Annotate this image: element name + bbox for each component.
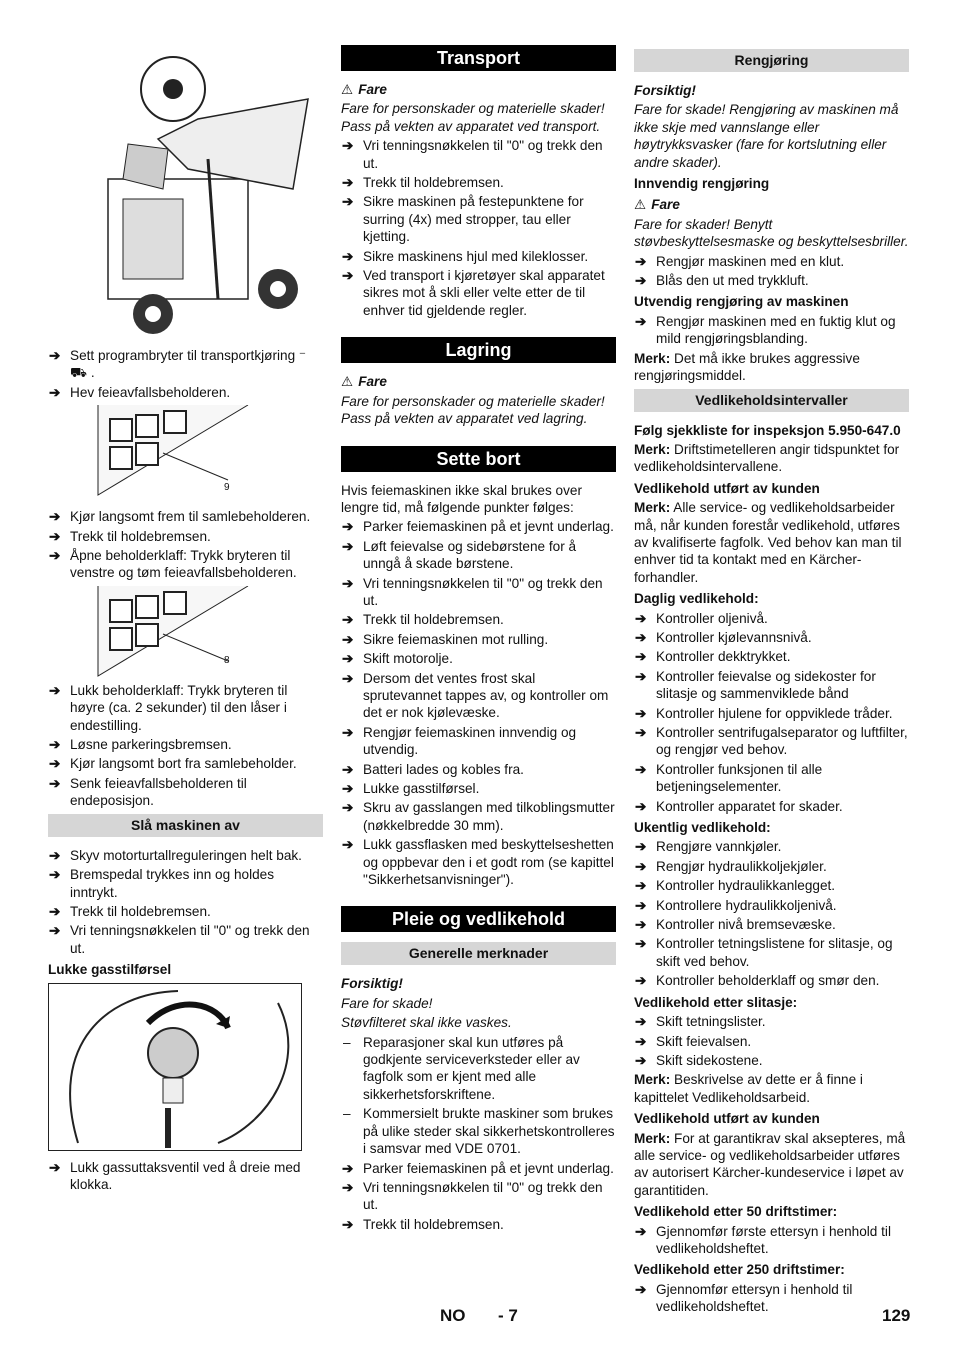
instruction-step	[634, 1281, 909, 1316]
instruction-step	[48, 347, 323, 382]
bullet-item	[341, 1034, 616, 1104]
step-text: Åpne beholderklaff: Trykk bryteren til venstre og tøm feieavfallsbeholderen.	[70, 548, 297, 581]
figure-valve	[48, 983, 323, 1151]
warning-text: Fare	[358, 82, 387, 97]
footer-local-page: - 7	[498, 1306, 518, 1325]
column-middle	[341, 45, 616, 1235]
step-text: Kontroller nivå bremsevæske.	[656, 917, 836, 933]
arrow-right-icon: ➔	[342, 519, 354, 535]
instruction-step	[341, 724, 616, 759]
arrow-right-icon: ➔	[635, 1281, 647, 1297]
subheading: Vedlikehold utført av kunden	[634, 480, 820, 496]
arrow-right-icon: ➔	[342, 612, 354, 628]
step-text: Kontroller feievalse og sidekoster for slitasje og sammenviklede bånd	[656, 668, 876, 702]
step-text: Kontroller beholderklaff og smør den.	[656, 973, 880, 989]
subheading: Innvendig rengjøring	[634, 176, 770, 192]
warning-label	[341, 81, 616, 98]
step-text: Gjennomfør ettersyn i henhold til vedlikeholdsheftet.	[656, 1281, 853, 1315]
arrow-right-icon: ➔	[635, 629, 647, 645]
warning-label	[634, 196, 909, 213]
step-text: Kontroller sentrifugalseparator og luftfilter, og rengjør ved behov.	[656, 725, 908, 758]
step-text: Skyv motorturtallreguleringen helt bak.	[70, 847, 302, 863]
step-text: Lukk beholderklaff: Trykk bryteren til høyre (ca. 2 sekunder) til den låser i endestilling.	[70, 682, 288, 733]
step-text: Lukk gassflasken med beskyttelseshetten og oppbevar den i et godt rom (se kapittel "Sikkerhetsanvisninger").	[363, 837, 614, 888]
instruction-step	[634, 935, 909, 970]
instruction-step	[341, 670, 616, 722]
note	[634, 1130, 909, 1200]
instruction-step	[634, 272, 909, 289]
step-text: Kontroller kjølevannsnivå.	[656, 629, 812, 645]
instruction-step	[341, 799, 616, 834]
section-heading-pleie-og-vedlikehold: Pleie og vedlikehold	[341, 906, 616, 932]
arrow-right-icon: ➔	[342, 837, 354, 853]
arrow-right-icon: ➔	[342, 248, 354, 264]
arrow-right-icon: ➔	[342, 1160, 354, 1176]
arrow-right-icon: ➔	[49, 867, 61, 883]
arrow-right-icon: ➔	[49, 384, 61, 400]
subheading: Ukentlig vedlikehold:	[634, 820, 771, 836]
instruction-step	[341, 780, 616, 797]
arrow-right-icon: ➔	[635, 1223, 647, 1239]
warning-description: Fare for personskader og materielle skader! Pass på vekten av apparatet ved transport.	[341, 101, 605, 134]
warning-description: Fare for skader! Benytt støvbeskyttelsesmaske og beskyttelsesbriller.	[634, 216, 909, 250]
arrow-right-icon: ➔	[49, 903, 61, 919]
arrow-right-icon: ➔	[49, 348, 61, 363]
arrow-right-icon: ➔	[49, 1159, 61, 1175]
arrow-right-icon: ➔	[342, 781, 354, 796]
step-text: Dersom det ventes frost skal sprutevannet tappes av, og kontroller om det er nok kjølevæske.	[363, 670, 609, 721]
step-text: Trekk til holdebremsen.	[363, 175, 504, 191]
dash-icon: –	[343, 1034, 351, 1050]
subheading: Vedlikehold utført av kunden	[634, 1111, 820, 1127]
warning-text: Fare	[651, 197, 680, 213]
warning-description: Støvfilteret skal ikke vaskes.	[341, 1015, 512, 1031]
instruction-step	[634, 629, 909, 646]
step-text: Kontroller dekktrykket.	[656, 649, 791, 665]
step-text: Sett programbryter til transportkjøring ⁻⛟ .	[70, 348, 307, 381]
instruction-step	[634, 313, 909, 348]
step-text: Blås den ut med trykkluft.	[656, 273, 809, 289]
step-text: Skift motorolje.	[363, 651, 453, 667]
arrow-right-icon: ➔	[342, 761, 354, 777]
step-text: Kontroller funksjonen til alle betjeningselementer.	[656, 761, 823, 795]
step-text: Skru av gasslangen med tilkoblingsmutter (nøkkelbredde 30 mm).	[363, 800, 615, 833]
arrow-right-icon: ➔	[635, 649, 647, 665]
section-heading-generelle-merknader: Generelle merknader	[341, 942, 616, 965]
warning-text: Forsiktig!	[634, 83, 696, 98]
step-text: Vri tenningsnøkkelen til "0" og trekk den ut.	[363, 1179, 603, 1213]
step-text: Kontroller hjulene for oppviklede tråder.	[656, 705, 893, 721]
arrow-right-icon: ➔	[342, 268, 354, 284]
arrow-right-icon: ➔	[635, 761, 647, 777]
arrow-right-icon: ➔	[342, 194, 354, 210]
step-text: Rengjør maskinen med en fuktig klut og mild rengjøringsblanding.	[656, 313, 896, 347]
warning-description: Fare for personskader og materielle skader! Pass på vekten av apparatet ved lagring.	[341, 393, 605, 427]
instruction-step	[634, 877, 909, 894]
instruction-step	[48, 922, 323, 957]
instruction-step	[341, 761, 616, 778]
step-text: Hev feieavfallsbeholderen.	[70, 384, 231, 400]
dash-icon: –	[343, 1106, 351, 1122]
instruction-step	[341, 193, 616, 245]
note-label: Merk:	[634, 1072, 671, 1088]
column-right	[634, 45, 909, 1318]
instruction-step	[48, 847, 323, 864]
arrow-right-icon: ➔	[49, 923, 61, 939]
arrow-right-icon: ➔	[49, 509, 61, 525]
instruction-step	[634, 897, 909, 914]
step-text: Parker feiemaskinen på et jevnt underlag.	[363, 519, 614, 535]
arrow-right-icon: ➔	[342, 175, 354, 191]
step-text: Skift sidekostene.	[656, 1052, 763, 1068]
arrow-right-icon: ➔	[49, 682, 61, 698]
instruction-step	[48, 736, 323, 753]
arrow-right-icon: ➔	[635, 668, 647, 684]
arrow-right-icon: ➔	[49, 847, 61, 863]
instruction-step	[48, 508, 323, 525]
warning-label	[341, 373, 616, 390]
instruction-step	[341, 1160, 616, 1177]
instruction-step	[634, 668, 909, 703]
instruction-step	[634, 724, 909, 759]
note	[634, 1071, 909, 1106]
step-text: Skift tetningslister.	[656, 1014, 766, 1030]
note-text: Det må ikke brukes aggressive rengjøringsmiddel.	[634, 350, 860, 384]
arrow-right-icon: ➔	[635, 725, 647, 740]
note-label: Merk:	[634, 441, 671, 457]
note-label: Merk:	[634, 350, 671, 366]
step-text: Rengjør hydraulikkoljekjøler.	[656, 858, 827, 874]
note-label: Merk:	[634, 500, 671, 516]
step-text: Trekk til holdebremsen.	[363, 612, 504, 628]
instruction-step	[634, 972, 909, 989]
instruction-step	[341, 631, 616, 648]
note-text: For at garantikrav skal aksepteres, må alle service- og vedlikeholdsarbeider utføres av autorisert Kärcher-kundeservice i løpet av garantitiden.	[634, 1130, 906, 1198]
arrow-right-icon: ➔	[49, 528, 61, 544]
step-text: Lukk gassuttaksventil ved å dreie med klokka.	[70, 1159, 301, 1192]
step-text: Kjør langsomt bort fra samlebeholder.	[70, 756, 297, 772]
instruction-step	[634, 705, 909, 722]
arrow-right-icon: ➔	[49, 775, 61, 791]
instruction-step	[634, 253, 909, 270]
note-label: Merk:	[634, 1130, 671, 1146]
instruction-step	[634, 838, 909, 855]
arrow-right-icon: ➔	[342, 651, 354, 667]
step-text: Gjennomfør første ettersyn i henhold til vedlikeholdsheftet.	[656, 1223, 891, 1256]
instruction-step	[634, 1033, 909, 1050]
step-text: Vri tenningsnøkkelen til "0" og trekk den ut.	[363, 138, 603, 171]
warning-label	[634, 82, 909, 99]
instruction-step	[341, 1216, 616, 1233]
arrow-right-icon: ➔	[342, 631, 354, 647]
step-text: Kommersielt brukte maskiner som brukes på ulike steder skal sikkerhetskontrolleres i samsvar med VDE 0701.	[363, 1106, 615, 1157]
instruction-step	[48, 1159, 323, 1194]
step-text: Bremspedal trykkes inn og holdes inntrykt.	[70, 867, 275, 900]
step-text: Løft feievalse og sidebørstene for å unngå å skade børstene.	[363, 538, 577, 572]
subheading: Følg sjekkliste for inspeksjon 5.950-647.0	[634, 422, 901, 438]
instruction-step	[48, 682, 323, 734]
instruction-step	[48, 547, 323, 582]
figure-callout-number: 8	[224, 655, 230, 667]
instruction-step	[48, 384, 323, 401]
arrow-right-icon: ➔	[49, 548, 61, 564]
subheading: Vedlikehold etter slitasje:	[634, 994, 798, 1010]
step-text: Rengjøre vannkjøler.	[656, 839, 782, 855]
instruction-step	[341, 518, 616, 535]
step-text: Kontroller oljenivå.	[656, 610, 768, 626]
step-text: Sikre maskinen på festepunktene for surring (4x) med stropper, tau eller kjetting.	[363, 194, 584, 245]
instruction-step	[341, 650, 616, 667]
note	[634, 350, 909, 385]
arrow-right-icon: ➔	[635, 798, 647, 814]
paragraph: Hvis feiemaskinen ikke skal brukes over lengre tid, må følgende punkter følges:	[341, 482, 583, 515]
instruction-step	[341, 575, 616, 610]
step-text: Trekk til holdebremsen.	[363, 1216, 504, 1232]
instruction-step	[341, 1179, 616, 1214]
instruction-step	[341, 248, 616, 265]
instruction-step	[341, 267, 616, 319]
step-text: Lukke gasstilførsel.	[363, 781, 480, 796]
step-text: Reparasjoner skal kun utføres på godkjente serviceverksteder eller av fagfolk som er kjent med alle sikkerhetsforskriftene.	[363, 1034, 580, 1102]
step-text: Batteri lades og kobles fra.	[363, 761, 524, 777]
instruction-step	[48, 775, 323, 810]
subheading: Daglig vedlikehold:	[634, 591, 759, 607]
arrow-right-icon: ➔	[635, 917, 647, 933]
instruction-step	[341, 836, 616, 888]
arrow-right-icon: ➔	[635, 1014, 647, 1030]
step-text: Senk feieavfallsbeholderen til endeposisjon.	[70, 775, 247, 809]
warning-description: Fare for skade! Rengjøring av maskinen må ikke skje med vannslange eller høytrykksvasker (fare for kortslutning eller andre skader).	[634, 102, 899, 170]
step-text: Skift feievalsen.	[656, 1033, 752, 1049]
section-heading-lagring: Lagring	[341, 337, 616, 363]
step-text: Vri tenningsnøkkelen til "0" og trekk den ut.	[363, 575, 603, 608]
arrow-right-icon: ➔	[635, 1052, 647, 1068]
warning-triangle-icon: ⚠	[634, 197, 647, 213]
instruction-step	[634, 1052, 909, 1069]
step-text: Kontrollere hydraulikkoljenivå.	[656, 897, 837, 913]
figure-machine	[48, 49, 323, 339]
arrow-right-icon: ➔	[49, 737, 61, 753]
instruction-step	[634, 1223, 909, 1258]
step-text: Rengjør feiemaskinen innvendig og utvendig.	[363, 724, 577, 758]
step-text: Parker feiemaskinen på et jevnt underlag.	[363, 1160, 614, 1176]
warning-text: Forsiktig!	[341, 976, 403, 992]
instruction-step	[634, 610, 909, 627]
instruction-step	[341, 174, 616, 191]
arrow-right-icon: ➔	[635, 253, 647, 269]
step-text: Trekk til holdebremsen.	[70, 903, 211, 919]
arrow-right-icon: ➔	[635, 858, 647, 874]
instruction-step	[634, 916, 909, 933]
subheading: Utvendig rengjøring av maskinen	[634, 294, 849, 310]
arrow-right-icon: ➔	[635, 313, 647, 329]
instruction-step	[634, 761, 909, 796]
arrow-right-icon: ➔	[635, 610, 647, 626]
arrow-right-icon: ➔	[342, 670, 354, 686]
instruction-step	[634, 1013, 909, 1030]
footer-language: NO	[440, 1306, 466, 1325]
arrow-right-icon: ➔	[49, 756, 61, 772]
warning-label	[341, 975, 616, 992]
section-heading-transport: Transport	[341, 45, 616, 71]
instruction-step	[341, 611, 616, 628]
step-text: Kontroller apparatet for skader.	[656, 798, 843, 814]
step-text: Sikre maskinens hjul med kileklosser.	[363, 248, 589, 264]
subheading: Lukke gasstilførsel	[48, 962, 172, 978]
arrow-right-icon: ➔	[635, 839, 647, 855]
arrow-right-icon: ➔	[342, 1216, 354, 1232]
arrow-right-icon: ➔	[342, 1179, 354, 1195]
bullet-item	[341, 1105, 616, 1157]
step-text: Vri tenningsnøkkelen til "0" og trekk den ut.	[70, 923, 310, 956]
arrow-right-icon: ➔	[635, 973, 647, 989]
instruction-step	[341, 137, 616, 172]
figure-panel	[48, 586, 323, 674]
arrow-right-icon: ➔	[342, 575, 354, 591]
step-text: Sikre feiemaskinen mot rulling.	[363, 631, 549, 647]
note-text: Driftstimetelleren angir tidspunktet for vedlikeholdsintervallene.	[634, 441, 900, 475]
arrow-right-icon: ➔	[635, 897, 647, 913]
instruction-step	[341, 538, 616, 573]
step-text: Ved transport i kjøretøyer skal apparatet sikres mot å skli eller velte etter de til enhver tid gjeldende regler.	[363, 268, 605, 318]
subheading: Vedlikehold etter 50 driftstimer:	[634, 1204, 838, 1220]
step-text: Rengjør maskinen med en klut.	[656, 253, 845, 269]
arrow-right-icon: ➔	[635, 273, 647, 289]
instruction-step	[48, 528, 323, 545]
step-text: Trekk til holdebremsen.	[70, 528, 211, 544]
step-text: Kjør langsomt frem til samlebeholderen.	[70, 509, 311, 525]
step-text: Kontroller tetningslistene for slitasje, og skift ved behov.	[656, 936, 893, 969]
section-heading-sla-maskinen-av: Slå maskinen av	[48, 814, 323, 837]
note-text: Alle service- og vedlikeholdsarbeider må, når kunden forestår vedlikehold, utføres av kvalifiserte fagfolk. Ved behov kan man til enhver tid ta kontakt med en Kärcher-forhandler.	[634, 500, 902, 585]
note	[634, 441, 909, 476]
section-heading-rengj-ring: Rengjøring	[634, 49, 909, 72]
arrow-right-icon: ➔	[342, 138, 354, 154]
arrow-right-icon: ➔	[342, 724, 354, 740]
subheading: Vedlikehold etter 250 driftstimer:	[634, 1262, 845, 1278]
instruction-step	[634, 648, 909, 665]
arrow-right-icon: ➔	[635, 705, 647, 721]
instruction-step	[634, 798, 909, 815]
instruction-step	[48, 866, 323, 901]
step-text: Løsne parkeringsbremsen.	[70, 737, 232, 753]
section-heading-sette-bort: Sette bort	[341, 446, 616, 472]
arrow-right-icon: ➔	[635, 1033, 647, 1049]
figure-callout-number: 9	[224, 481, 230, 493]
instruction-step	[634, 858, 909, 875]
column-left	[48, 45, 323, 1195]
warning-triangle-icon: ⚠	[341, 374, 354, 390]
instruction-step	[48, 903, 323, 920]
arrow-right-icon: ➔	[342, 800, 354, 816]
note-text: Beskrivelse av dette er å finne i kapittelet Vedlikeholdsarbeid.	[634, 1072, 863, 1105]
instruction-step	[48, 755, 323, 772]
section-heading-vedlikeholdsintervaller: Vedlikeholdsintervaller	[634, 389, 909, 412]
note	[634, 499, 909, 586]
step-text: Kontroller hydraulikkanlegget.	[656, 878, 836, 894]
page-number: 129	[882, 1306, 911, 1325]
arrow-right-icon: ➔	[635, 878, 647, 894]
warning-triangle-icon: ⚠	[341, 82, 354, 97]
warning-description: Fare for skade!	[341, 995, 433, 1011]
arrow-right-icon: ➔	[342, 538, 354, 554]
arrow-right-icon: ➔	[635, 936, 647, 952]
figure-panel	[48, 405, 323, 500]
warning-text: Fare	[358, 374, 387, 390]
